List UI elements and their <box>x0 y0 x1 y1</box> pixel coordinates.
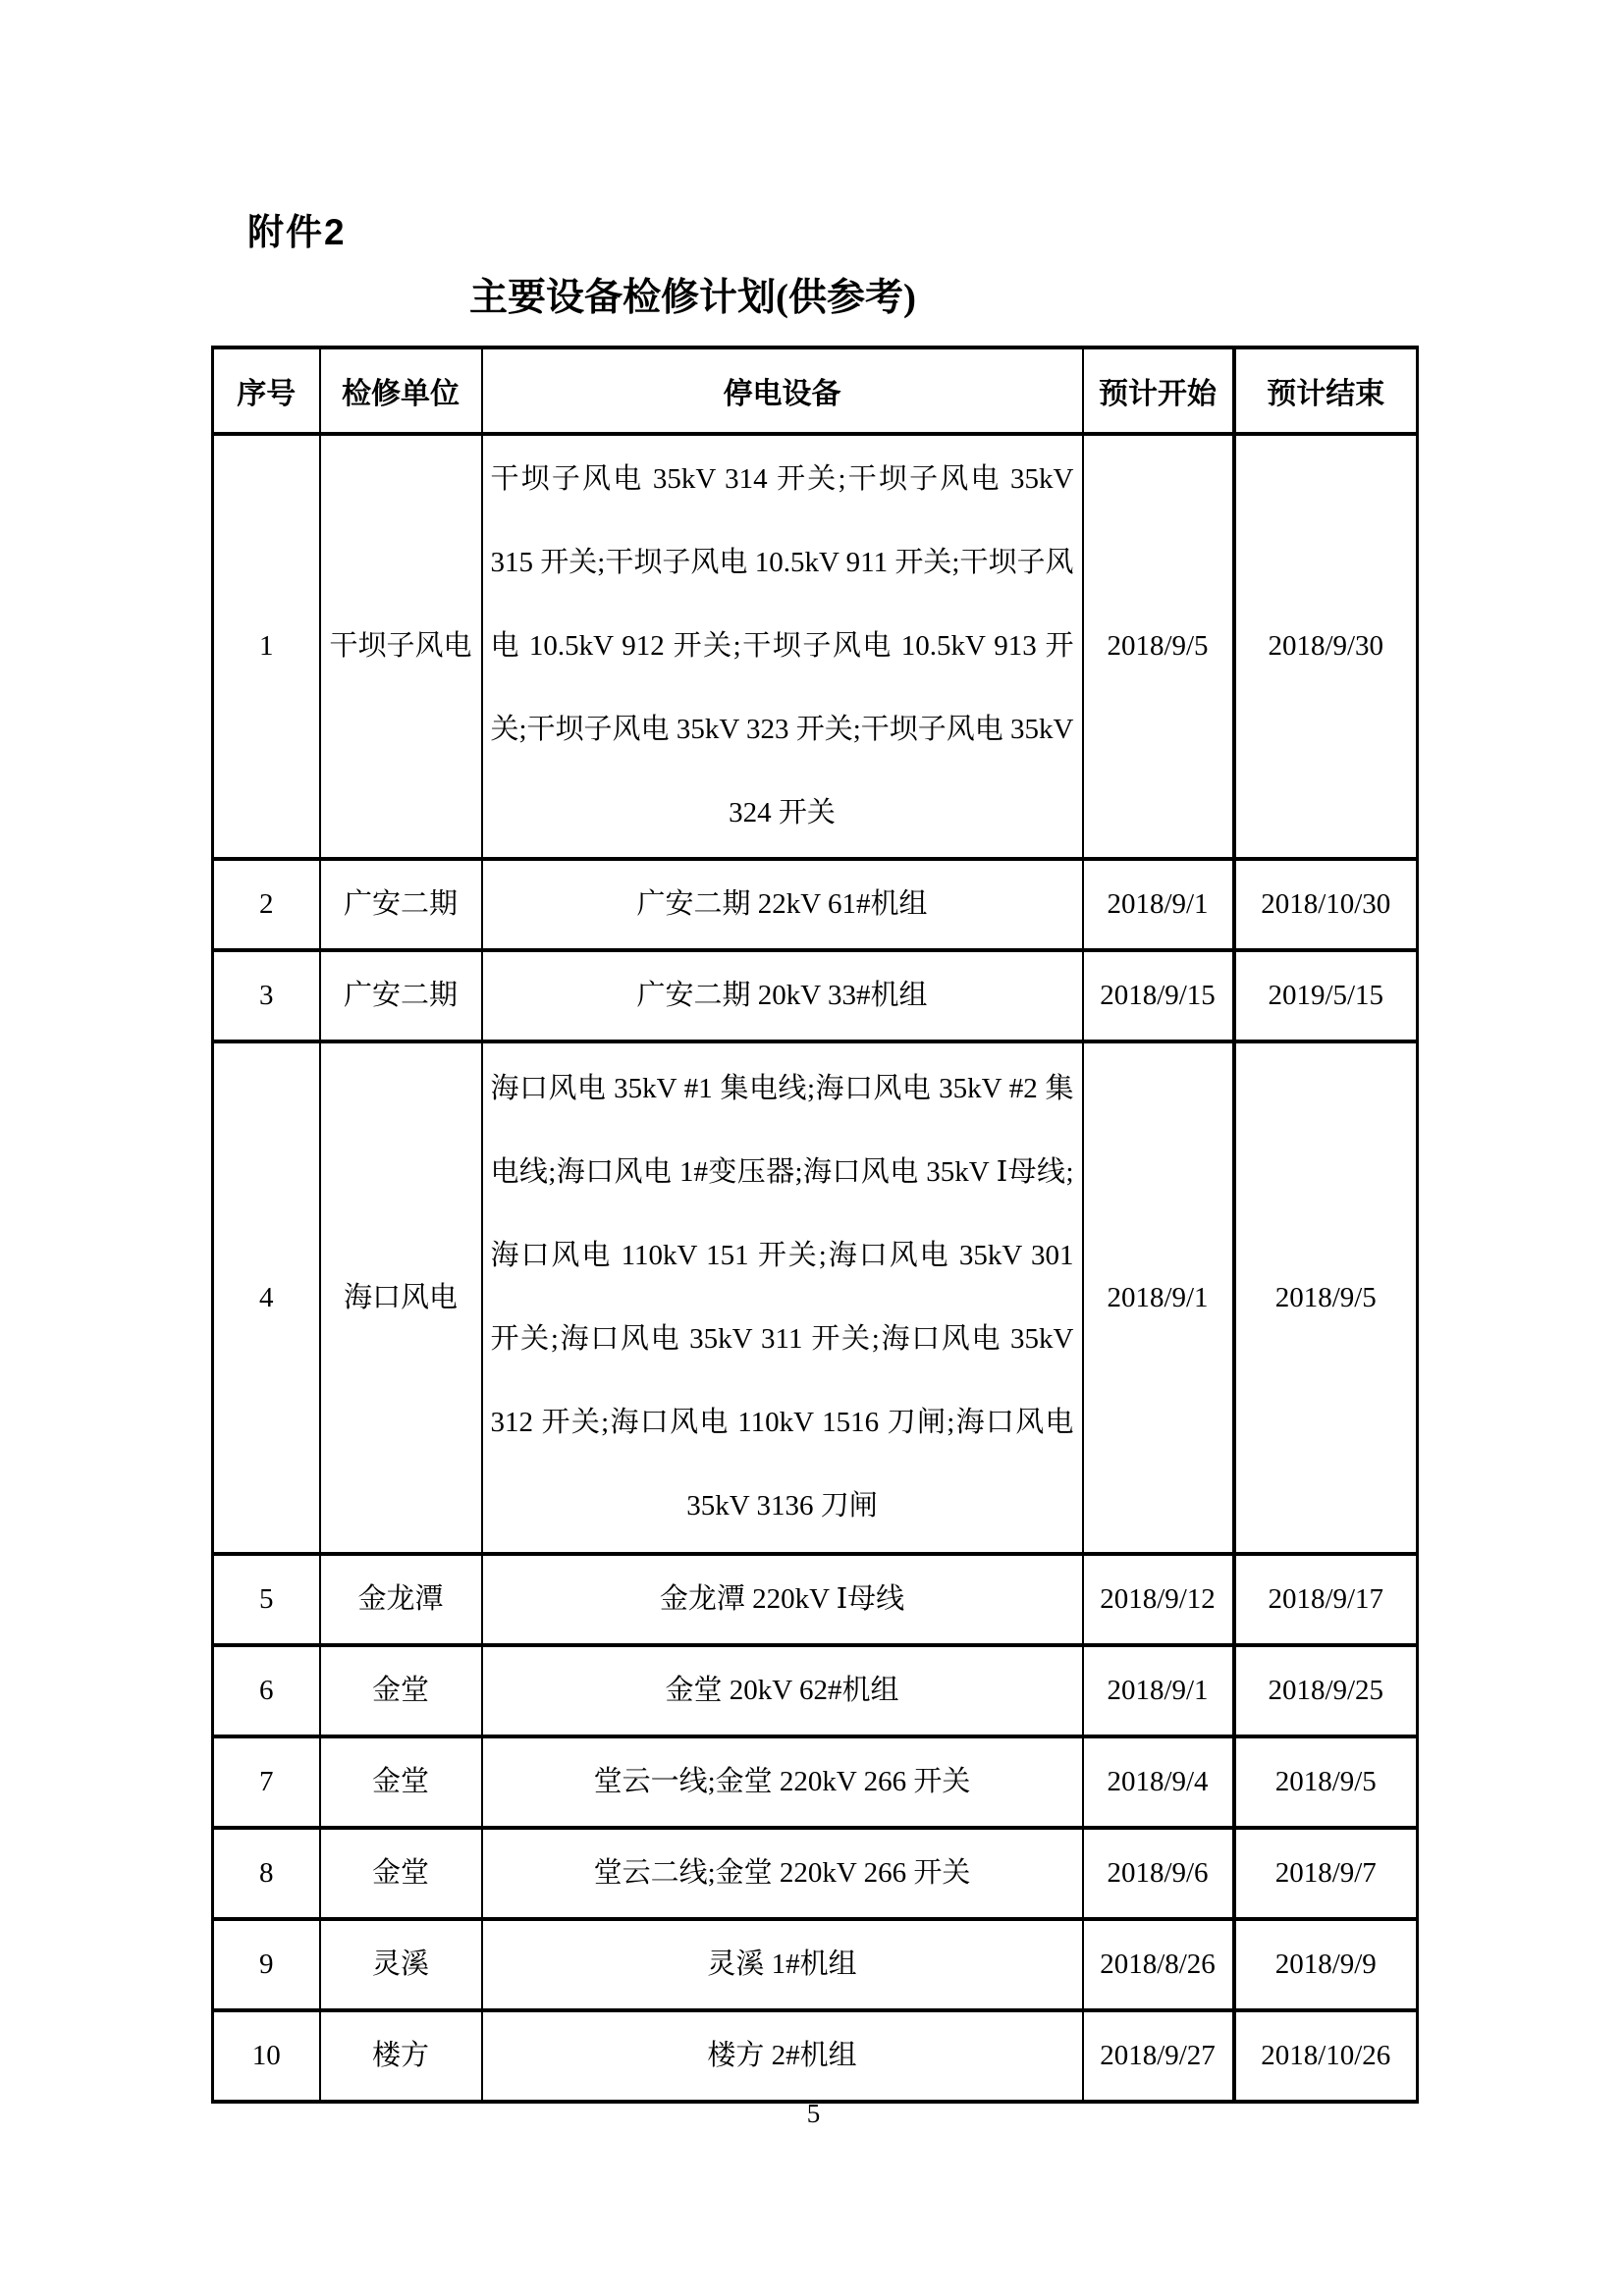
cell-end: 2018/9/17 <box>1234 1554 1418 1645</box>
document-title: 主要设备检修计划(供参考) <box>469 277 916 319</box>
cell-start: 2018/9/6 <box>1083 1828 1234 1919</box>
cell-unit: 海口风电 <box>320 1041 482 1554</box>
column-header-equipment: 停电设备 <box>482 347 1083 434</box>
cell-unit: 干坝子风电 <box>320 434 482 859</box>
table-row <box>213 1554 1418 1645</box>
attachment-label: 附件2 <box>247 212 347 252</box>
cell-unit: 灵溪 <box>320 1919 482 2010</box>
cell-start: 2018/9/1 <box>1083 859 1234 950</box>
cell-end: 2018/9/30 <box>1234 434 1418 859</box>
cell-equipment: 堂云二线;金堂 220kV 266 开关 <box>482 1828 1083 1919</box>
cell-seq: 10 <box>213 2010 320 2102</box>
table-row <box>213 434 1418 859</box>
cell-seq: 2 <box>213 859 320 950</box>
cell-end: 2019/5/15 <box>1234 950 1418 1041</box>
table-row <box>213 1736 1418 1828</box>
cell-unit: 金龙潭 <box>320 1554 482 1645</box>
cell-end: 2018/10/26 <box>1234 2010 1418 2102</box>
cell-start: 2018/9/27 <box>1083 2010 1234 2102</box>
cell-equipment: 金堂 20kV 62#机组 <box>482 1645 1083 1736</box>
cell-equipment: 堂云一线;金堂 220kV 266 开关 <box>482 1736 1083 1828</box>
cell-unit: 广安二期 <box>320 950 482 1041</box>
cell-seq: 4 <box>213 1041 320 1554</box>
cell-end: 2018/9/7 <box>1234 1828 1418 1919</box>
cell-equipment: 干坝子风电 35kV 314 开关;干坝子风电 35kV 315 开关;干坝子风电 10.5kV 911 开关;干坝子风电 10.5kV 912 开关;干坝子风电 10.5kV 913 开关;干坝子风电 35kV 323 开关;干坝子风电 35kV 324 开关 <box>482 434 1083 859</box>
cell-unit: 金堂 <box>320 1645 482 1736</box>
column-header-seq: 序号 <box>213 347 320 434</box>
cell-seq: 9 <box>213 1919 320 2010</box>
cell-seq: 8 <box>213 1828 320 1919</box>
maintenance-plan-table <box>211 346 1419 2104</box>
cell-start: 2018/9/5 <box>1083 434 1234 859</box>
cell-unit: 楼方 <box>320 2010 482 2102</box>
document-title-row <box>211 267 1416 322</box>
table-row <box>213 1919 1418 2010</box>
cell-seq: 1 <box>213 434 320 859</box>
cell-equipment: 楼方 2#机组 <box>482 2010 1083 2102</box>
cell-end: 2018/9/5 <box>1234 1041 1418 1554</box>
cell-equipment: 海口风电 35kV #1 集电线;海口风电 35kV #2 集电线;海口风电 1#变压器;海口风电 35kV Ⅰ母线;海口风电 110kV 151 开关;海口风电 35kV 301 开关;海口风电 35kV 311 开关;海口风电 35kV 312 开关;海口风电 110kV 1516 刀闸;海口风电 35kV 3136 刀闸 <box>482 1041 1083 1554</box>
table-row <box>213 859 1418 950</box>
cell-equipment: 广安二期 20kV 33#机组 <box>482 950 1083 1041</box>
cell-unit: 金堂 <box>320 1736 482 1828</box>
table-row <box>213 1645 1418 1736</box>
cell-seq: 6 <box>213 1645 320 1736</box>
column-header-unit: 检修单位 <box>320 347 482 434</box>
table-row <box>213 1828 1418 1919</box>
cell-end: 2018/9/25 <box>1234 1645 1418 1736</box>
column-header-start: 预计开始 <box>1083 347 1234 434</box>
cell-seq: 3 <box>213 950 320 1041</box>
cell-equipment: 广安二期 22kV 61#机组 <box>482 859 1083 950</box>
cell-start: 2018/9/4 <box>1083 1736 1234 1828</box>
cell-equipment: 金龙潭 220kV Ⅰ母线 <box>482 1554 1083 1645</box>
cell-start: 2018/9/12 <box>1083 1554 1234 1645</box>
cell-unit: 金堂 <box>320 1828 482 1919</box>
cell-equipment: 灵溪 1#机组 <box>482 1919 1083 2010</box>
cell-seq: 7 <box>213 1736 320 1828</box>
column-header-end: 预计结束 <box>1234 347 1418 434</box>
cell-end: 2018/10/30 <box>1234 859 1418 950</box>
cell-end: 2018/9/9 <box>1234 1919 1418 2010</box>
cell-start: 2018/9/1 <box>1083 1645 1234 1736</box>
table-row <box>213 2010 1418 2102</box>
table-row <box>213 1041 1418 1554</box>
cell-start: 2018/9/15 <box>1083 950 1234 1041</box>
cell-start: 2018/8/26 <box>1083 1919 1234 2010</box>
cell-end: 2018/9/5 <box>1234 1736 1418 1828</box>
page-number: 5 <box>806 2099 821 2128</box>
cell-unit: 广安二期 <box>320 859 482 950</box>
table-header-row <box>213 347 1418 434</box>
cell-seq: 5 <box>213 1554 320 1645</box>
table-row <box>213 950 1418 1041</box>
cell-start: 2018/9/1 <box>1083 1041 1234 1554</box>
